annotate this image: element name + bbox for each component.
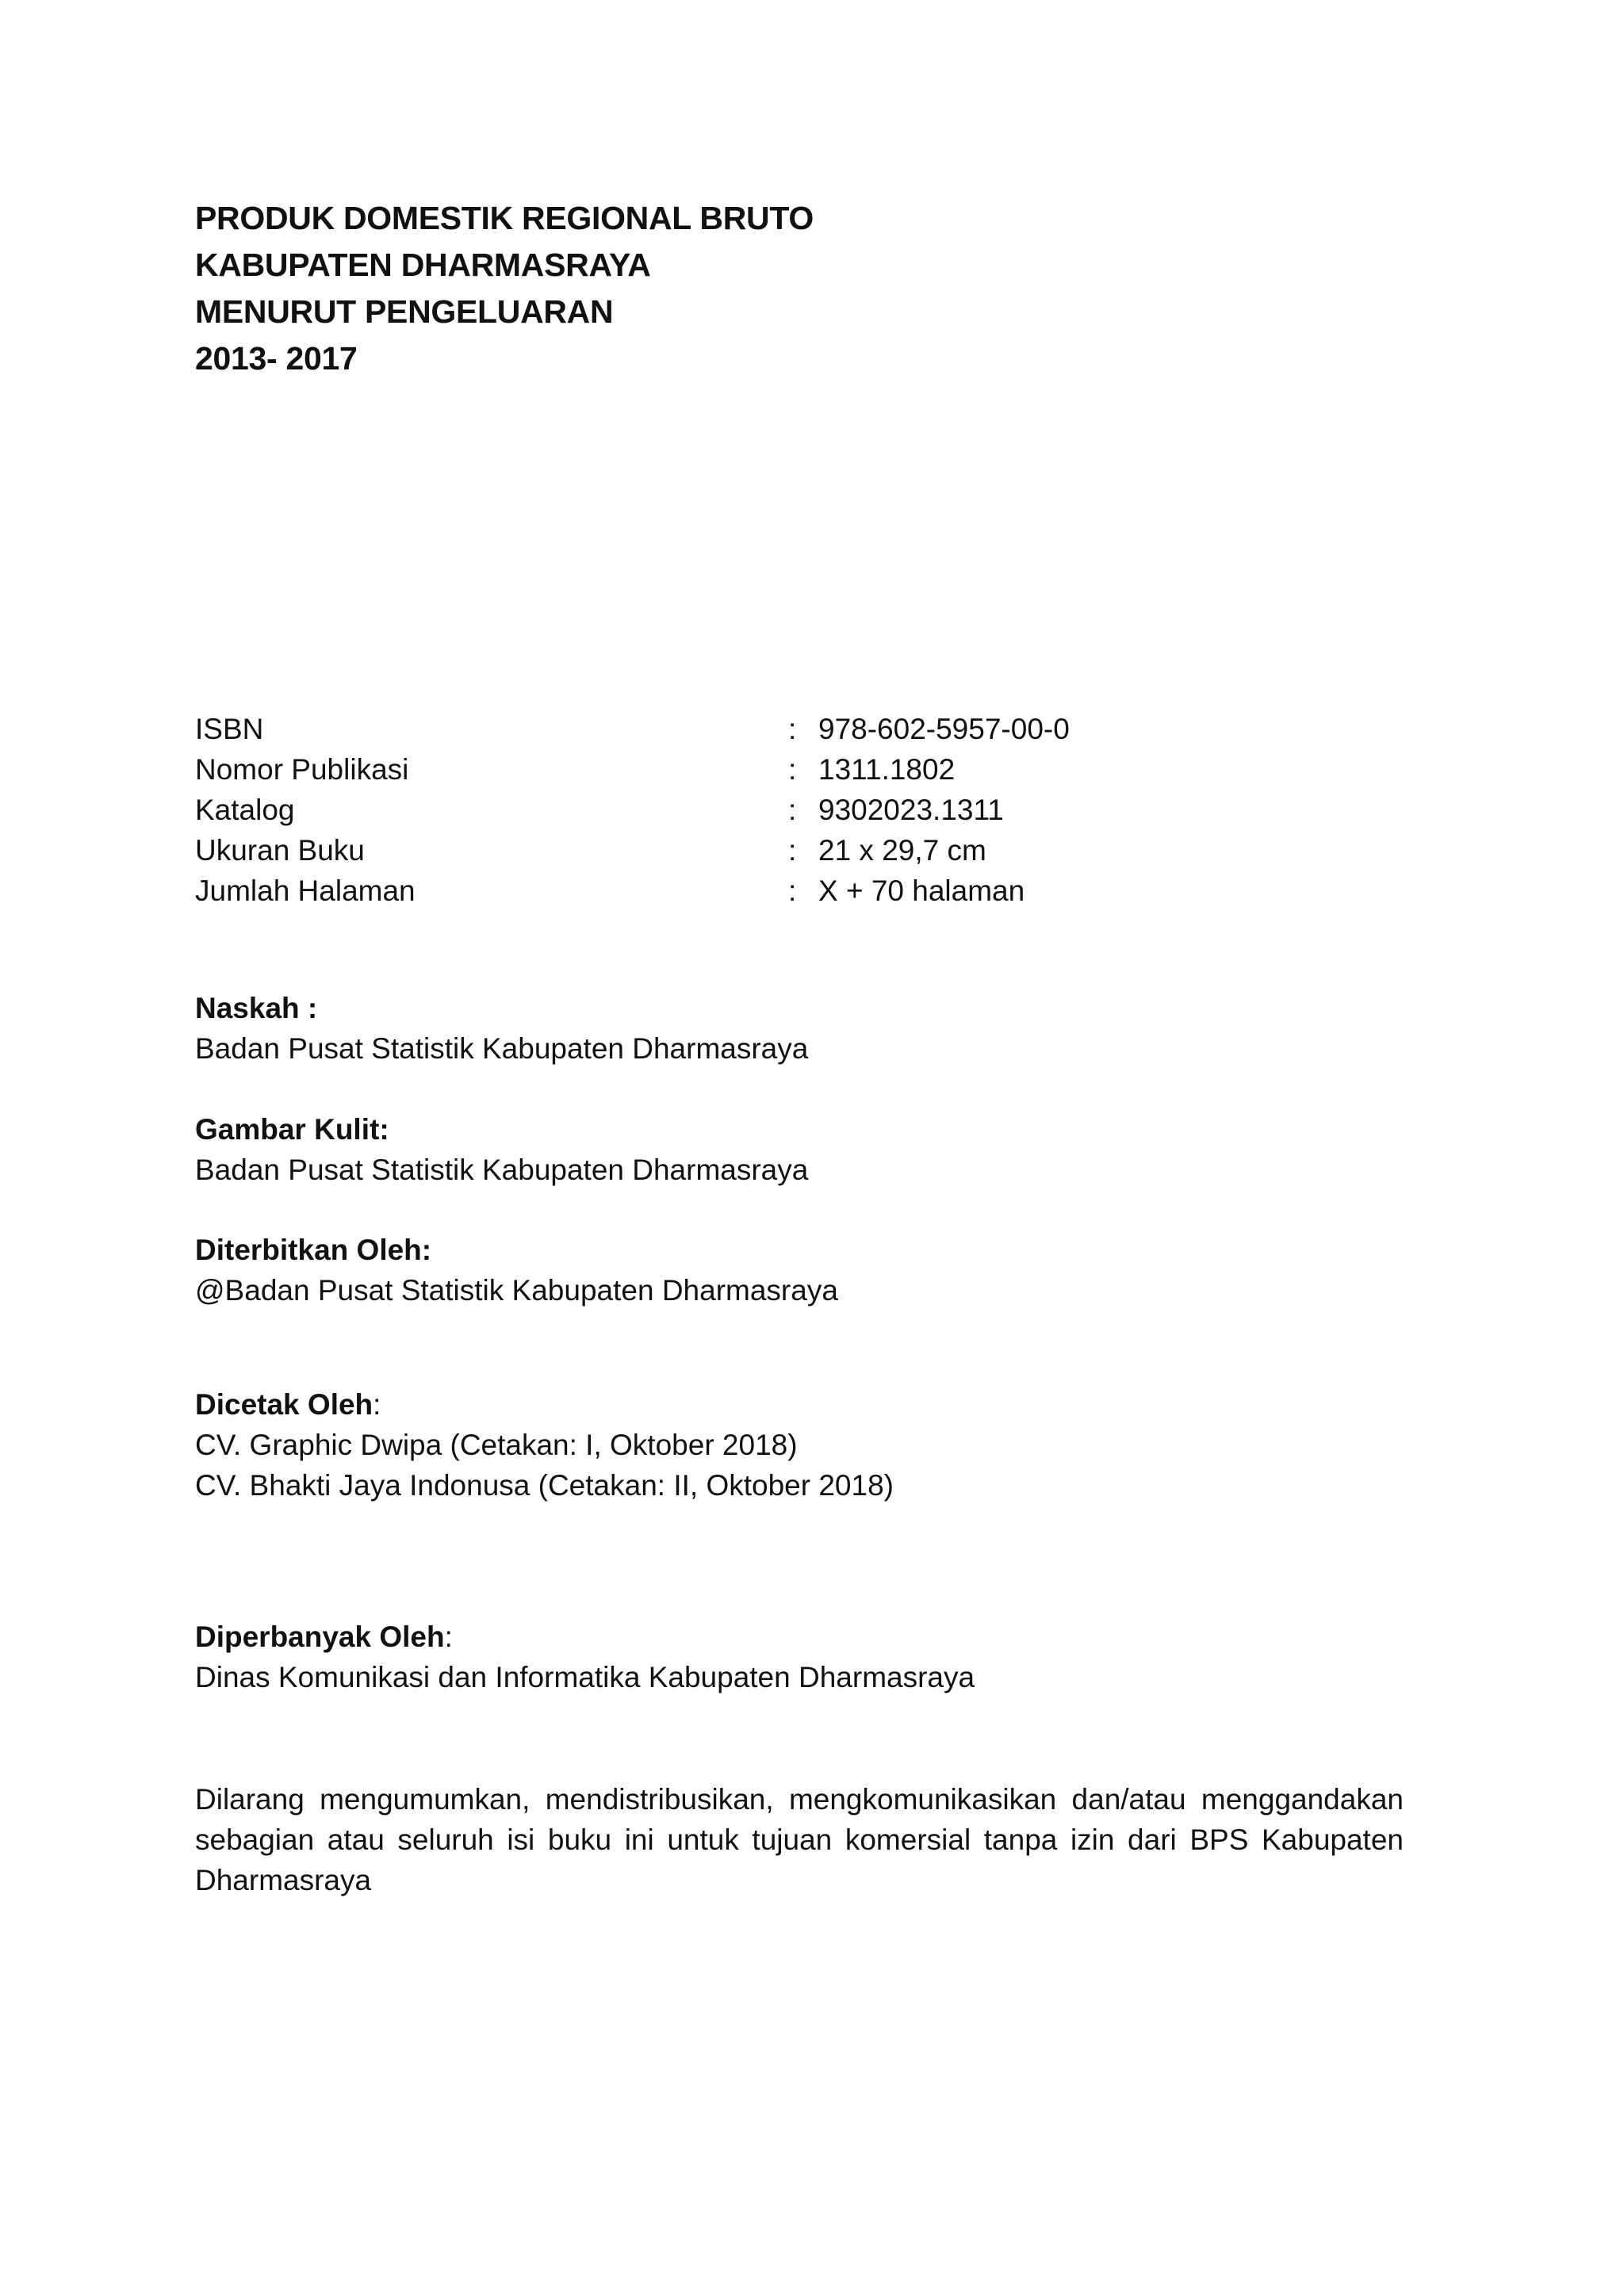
meta-value: 9302023.1311 (818, 794, 1004, 826)
meta-label: Jumlah Halaman (195, 874, 416, 907)
copyright-notice: Dilarang mengumumkan, mendistribusikan, mengkomunikasikan dan/atau menggandakan sebagian atau seluruh isi buku ini untuk tujuan komersial tanpa izin dari BPS Kabupaten Dharmasraya (195, 1783, 1404, 1896)
section-heading-suffix: : (373, 1388, 381, 1421)
section-heading-line (195, 1384, 894, 1425)
section-heading: Dicetak Oleh (195, 1388, 373, 1421)
section-dicetak (195, 1384, 894, 1506)
document-page (195, 195, 1404, 1896)
meta-row-isbn (195, 709, 1226, 749)
section-heading: Diterbitkan Oleh: (195, 1234, 432, 1266)
section-heading-line (195, 1617, 975, 1657)
meta-row-jumlah-halaman (195, 871, 1226, 911)
section-diterbitkan (195, 1230, 838, 1311)
meta-colon: : (788, 874, 797, 907)
section-heading-suffix: : (444, 1621, 453, 1653)
section-text: Badan Pusat Statistik Kabupaten Dharmasraya (195, 1032, 809, 1065)
section-text: Dinas Komunikasi dan Informatika Kabupaten Dharmasraya (195, 1661, 975, 1693)
meta-value: 1311.1802 (818, 753, 956, 786)
section-diperbanyak (195, 1617, 975, 1697)
meta-colon: : (788, 713, 797, 745)
meta-colon: : (788, 834, 797, 867)
title-line-4: 2013- 2017 (195, 340, 358, 377)
meta-value: 978-602-5957-00-0 (818, 713, 1070, 745)
meta-label: ISBN (195, 713, 264, 745)
meta-value: X + 70 halaman (818, 874, 1025, 907)
section-gambar-kulit (195, 1109, 808, 1190)
meta-colon: : (788, 794, 797, 826)
section-naskah (195, 988, 808, 1069)
meta-row-nomor-publikasi (195, 749, 1226, 790)
meta-colon: : (788, 753, 797, 786)
printer-line-1: CV. Graphic Dwipa (Cetakan: I, Oktober 2018) (195, 1429, 798, 1461)
title-line-3: MENURUT PENGELUARAN (195, 293, 614, 330)
section-heading: Diperbanyak Oleh (195, 1621, 445, 1653)
title-line-2: KABUPATEN DHARMASRAYA (195, 247, 651, 283)
meta-label: Katalog (195, 794, 295, 826)
meta-row-ukuran-buku (195, 830, 1226, 871)
meta-label: Nomor Publikasi (195, 753, 409, 786)
title-line-1: PRODUK DOMESTIK REGIONAL BRUTO (195, 200, 814, 236)
meta-label: Ukuran Buku (195, 834, 365, 867)
section-heading: Naskah : (195, 992, 318, 1024)
page-title (195, 195, 1400, 382)
publication-metadata (195, 709, 1226, 911)
meta-row-katalog (195, 790, 1226, 830)
printer-line-2: CV. Bhakti Jaya Indonusa (Cetakan: II, Oktober 2018) (195, 1469, 894, 1502)
section-heading: Gambar Kulit: (195, 1113, 389, 1146)
meta-value: 21 x 29,7 cm (818, 834, 986, 867)
section-text: Badan Pusat Statistik Kabupaten Dharmasraya (195, 1154, 809, 1186)
section-text: @Badan Pusat Statistik Kabupaten Dharmasraya (195, 1274, 838, 1307)
